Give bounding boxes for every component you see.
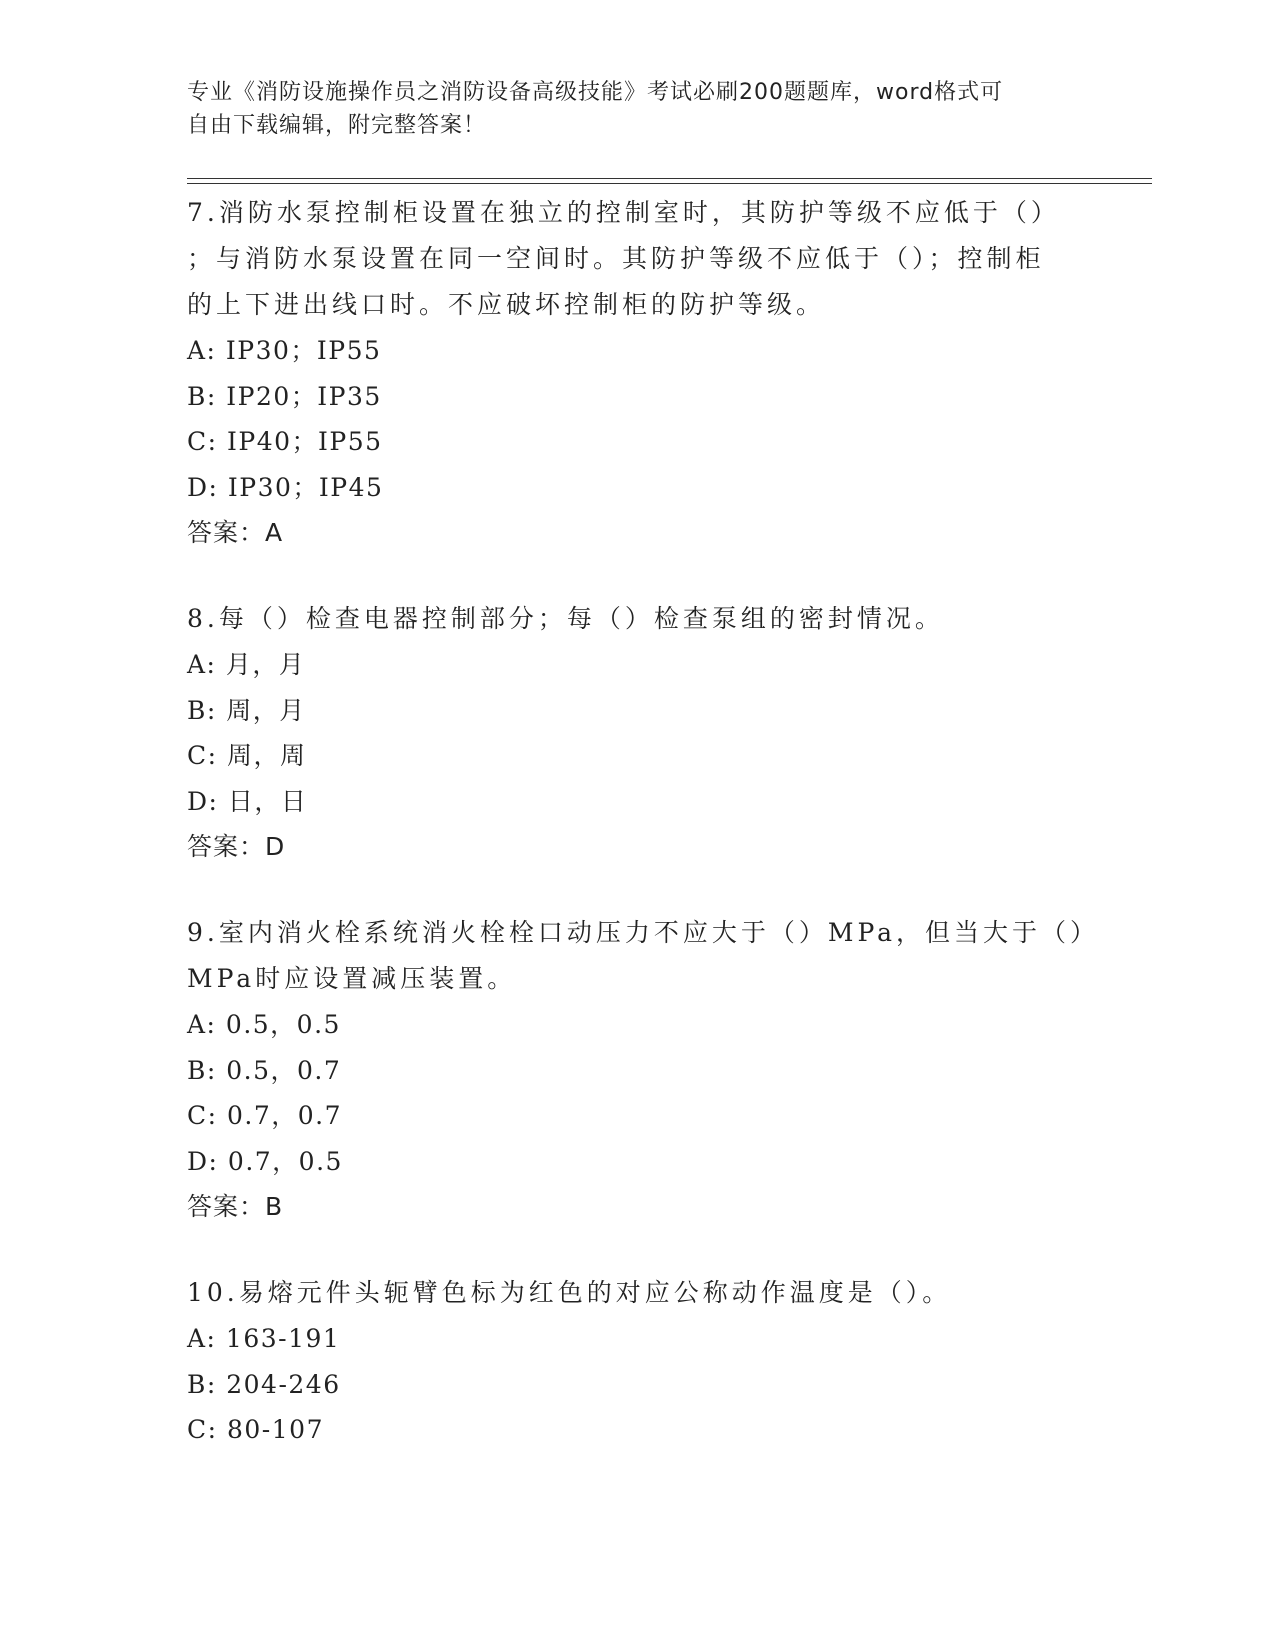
option-b: B: 周，月 [187, 695, 306, 725]
question-stem-line: 7.消防水泵控制柜设置在独立的控制室时，其防护等级不应低于（） [187, 198, 1060, 227]
question-stem [187, 1270, 1087, 1316]
option-b: B: IP20；IP35 [187, 381, 382, 411]
answer-line: 答案：B [187, 1192, 284, 1221]
question-7 [187, 190, 1087, 556]
option-d: D: 日，日 [187, 786, 308, 816]
option-a: A: 月，月 [187, 650, 306, 679]
option-b: B: 204-246 [187, 1369, 341, 1399]
answer-line: 答案：D [187, 832, 286, 861]
option-d: D: IP30；IP45 [187, 472, 384, 502]
option-c: C: IP40；IP55 [187, 427, 383, 456]
header-divider-bottom [187, 183, 1152, 184]
question-9 [187, 910, 1100, 1230]
document-header [187, 76, 1067, 142]
option-c: C: 0.7，0.7 [187, 1101, 343, 1130]
option-a: A: IP30；IP55 [187, 336, 382, 365]
question-stem-line: 的上下进出线口时。不应破坏控制柜的防护等级。 [187, 290, 826, 319]
question-stem-line: MPa时应设置减压装置。 [187, 964, 517, 993]
question-stem [187, 910, 1100, 1002]
question-stem-line: 8.每（）检查电器控制部分；每（）检查泵组的密封情况。 [187, 604, 944, 633]
option-a: A: 0.5，0.5 [187, 1010, 341, 1039]
question-8 [187, 596, 1087, 870]
question-list [187, 190, 1100, 1493]
option-c: C: 周，周 [187, 741, 307, 770]
question-stem [187, 190, 1087, 328]
answer-line: 答案：A [187, 518, 284, 547]
question-stem-line: 10.易熔元件头轭臂色标为红色的对应公称动作温度是（）。 [187, 1278, 952, 1307]
header-line-1: 专业《消防设施操作员之消防设备高级技能》考试必刷200题题库，word格式可 [187, 80, 1004, 105]
option-a: A: 163-191 [187, 1324, 341, 1353]
option-b: B: 0.5，0.7 [187, 1055, 342, 1085]
header-divider-top [187, 178, 1152, 179]
option-c: C: 80-107 [187, 1415, 324, 1444]
question-stem-line: ；与消防水泵设置在同一空间时。其防护等级不应低于（）；控制柜 [187, 244, 1045, 273]
question-stem-line: 9.室内消火栓系统消火栓栓口动压力不应大于（）MPa，但当大于（） [187, 918, 1100, 947]
question-stem [187, 596, 1087, 642]
header-line-2: 自由下载编辑，附完整答案！ [187, 113, 487, 138]
option-d: D: 0.7，0.5 [187, 1146, 343, 1176]
question-10 [187, 1270, 1087, 1453]
